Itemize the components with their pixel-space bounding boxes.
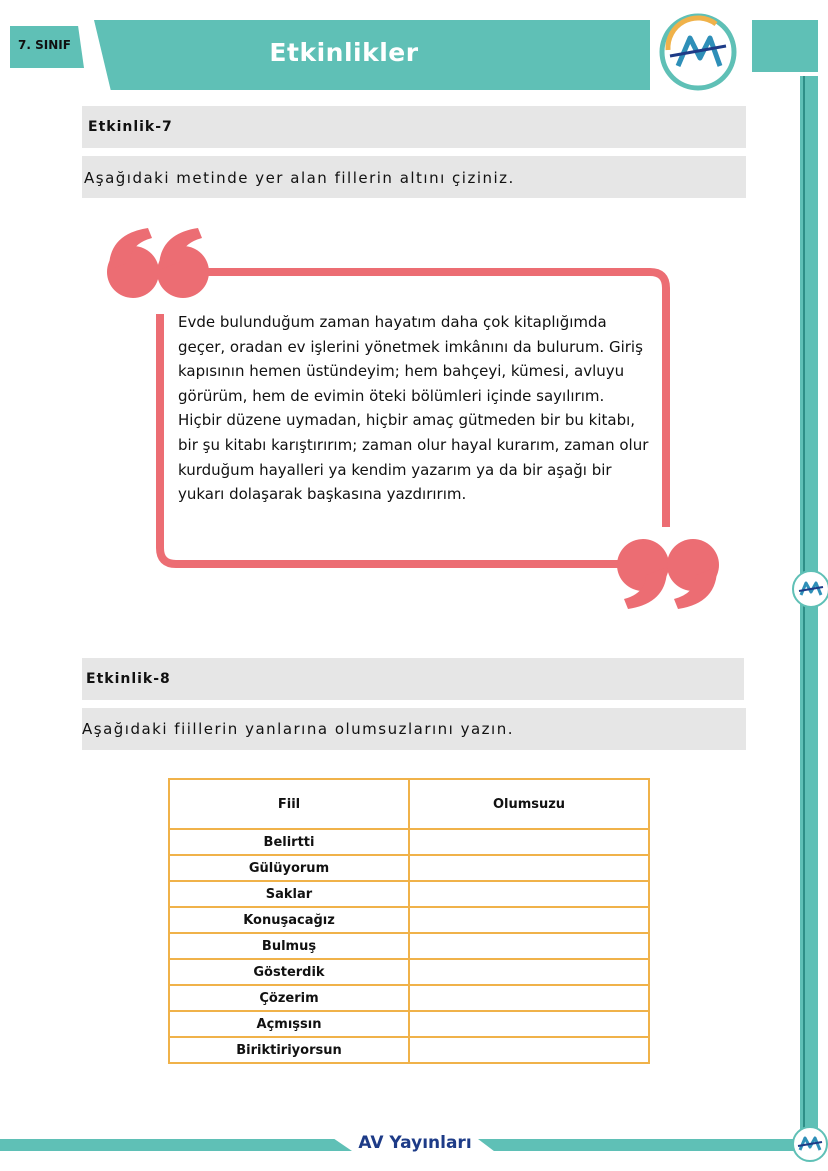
passage-line: geçer, oradan ev işlerini yönetmek imkânını da bulurum. Giriş [178,337,643,356]
verb-cell: Saklar [169,881,409,907]
table-row [169,959,649,985]
table-row [169,985,649,1011]
footer-stripe-right [478,1139,796,1151]
answer-cell[interactable] [409,855,649,881]
answer-cell[interactable] [409,1037,649,1063]
close-quote-icon [617,539,719,609]
activity7-heading-bar [82,106,746,148]
passage-text [178,310,650,507]
answer-cell[interactable] [409,933,649,959]
table-row [169,933,649,959]
table-row [169,1037,649,1063]
activity7-heading: Etkinlik-7 [88,119,173,135]
passage-line: kurduğum hayalleri ya kendim yazarım ya da bir aşağı bir [178,460,612,479]
answer-cell[interactable] [409,959,649,985]
corner-decoration [752,20,818,72]
col-header-fiil: Fiil [169,779,409,829]
verb-cell: Konuşacağız [169,907,409,933]
table-row [169,829,649,855]
passage-line: Hiçbir düzene uymadan, hiçbir amaç gütmeden bir bu kitabı, [178,411,636,430]
answer-cell[interactable] [409,1011,649,1037]
passage-line: Evde bulunduğum zaman hayatım daha çok kitaplığımda [178,313,607,331]
verb-cell: Gülüyorum [169,855,409,881]
col-header-olumsuzu: Olumsuzu [409,779,649,829]
footer-logo-icon [792,1126,828,1162]
passage-line: bir şu kitabı karıştırırım; zaman olur hayal kurarım, zaman olur [178,435,649,454]
passage-line: yukarı dolaşarak başkasına yazdırırım. [178,485,467,504]
verb-cell: Biriktiriyorsun [169,1037,409,1063]
table-header-row [169,779,649,829]
verb-cell: Açmışsın [169,1011,409,1037]
table-row [169,855,649,881]
table-row [169,907,649,933]
activity8-heading-bar [82,658,744,700]
answer-cell[interactable] [409,829,649,855]
av-logo-icon [656,10,740,94]
side-logo-icon [792,570,828,608]
answer-cell[interactable] [409,881,649,907]
table-row [169,881,649,907]
answer-cell[interactable] [409,985,649,1011]
activity7-instruction: Aşağıdaki metinde yer alan fillerin altını çiziniz. [84,169,515,187]
activity8-instruction: Aşağıdaki fiillerin yanlarına olumsuzlarını yazın. [82,720,514,738]
grade-label: 7. SINIF [18,38,71,52]
open-quote-icon [107,228,209,298]
activity8-heading: Etkinlik-8 [86,671,171,687]
table-row [169,1011,649,1037]
verb-cell: Belirtti [169,829,409,855]
verbs-table [168,778,650,1064]
verb-cell: Gösterdik [169,959,409,985]
footer-publisher: AV Yayınları [358,1133,472,1153]
verb-cell: Bulmuş [169,933,409,959]
page-title: Etkinlikler [269,38,419,67]
answer-cell[interactable] [409,907,649,933]
footer-stripe-left [0,1139,352,1151]
passage-line: görürüm, hem de evimin öteki bölümleri içinde sayılırım. [178,386,605,405]
verb-cell: Çözerim [169,985,409,1011]
passage-line: kapısının hemen üstündeyim; hem bahçeyi, kümesi, avluyu [178,362,625,381]
